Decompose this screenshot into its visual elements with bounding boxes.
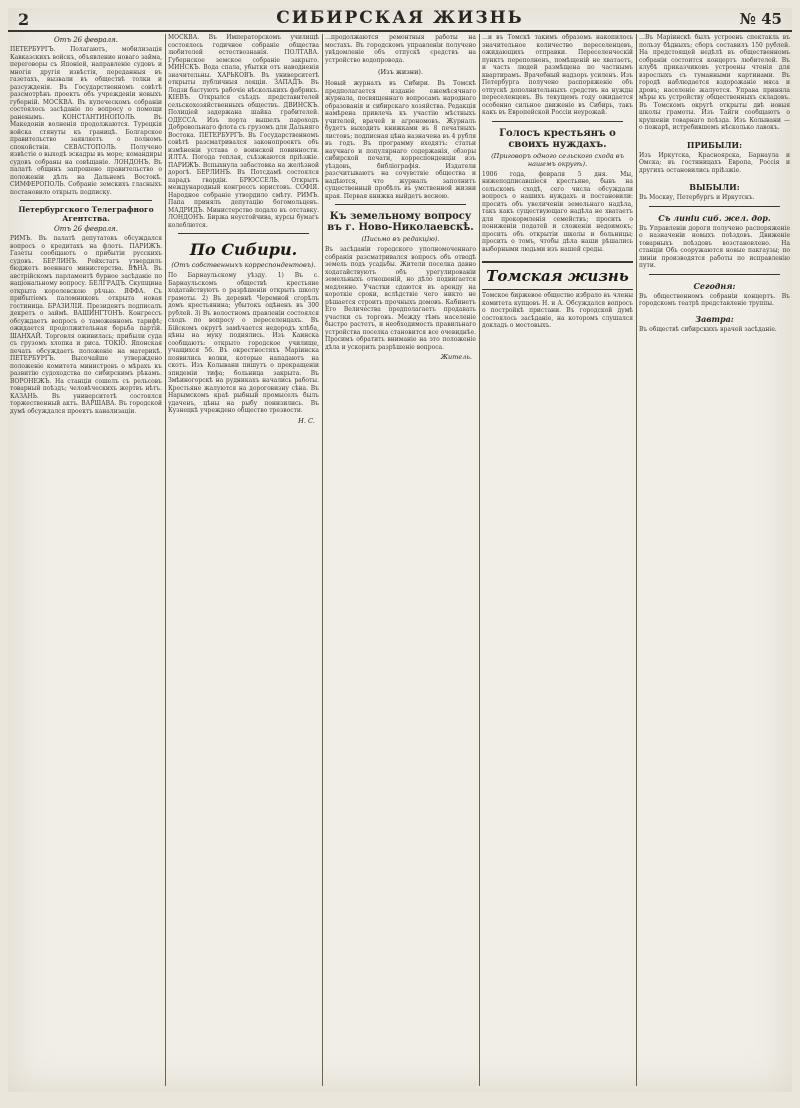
arrivals-text: Изъ Иркутска, Красноярска, Барнаула и Омска; въ гостиницахъ Европа, Россія и другихъ остановились пріѣзжіе. <box>639 151 790 174</box>
telegram-text: МОСКВА. Въ Императорскомъ училищѣ состоялось годичное собраніе общества любителей естествознанія. ПОЛТАВА. Губернское земское собраніе закрыто. МИНСКЪ. Вода спала, убытки отъ наводненія значительны. ХАРЬКОВЪ. Въ университетѣ открыты публичныя лекціи. ЗАПАДЪ. Въ Лодзи бастуютъ рабочіе нѣсколькихъ фабрикъ. КІЕВЪ. Открылся съѣздъ представителей сельскохозяйственныхъ обществъ. ДВИНСКЪ. Полиціей задержана шайка грабителей. ОДЕССА. Изъ порта вышелъ пароходъ Добровольнаго флота съ грузомъ для Дальняго Востока. ПЕТЕРБУРГЪ. Въ Государственномъ совѣтѣ разсматривался законопроектъ объ измѣненіи устава о воинской повинности. ЯЛТА. Погода теплая, съѣзжаются пріѣзжіе. ПАРИЖЪ. Вспыхнула забастовка на желѣзной дорогѣ. БЕРЛИНЪ. Въ Потсдамѣ состоялся парадъ гвардіи. БРЮССЕЛЬ. Открытъ международный конгрессъ юристовъ. СОФІЯ. Народное собраніе утвердило смѣту. РИМЪ. Папа принялъ депутацію богомольцевъ. МАДРИДЪ. Министерство подало въ отставку. ЛОНДОНЪ. Биржа неустойчива, курсы бумагъ колеблются. <box>168 34 319 229</box>
column-2 <box>165 34 321 1086</box>
tomorrow-heading: Завтра: <box>695 313 734 324</box>
telegram-text: ПЕТЕРБУРГЪ. Полагаютъ, мобилизація Кавказскихъ войскъ, объявление новаго займа, переговоры съ Японіей, направленіе судовъ и многія другія извѣстія, переданныя въ газетахъ, вызвали въ обществѣ толки и разсужденія. Въ Государственномъ совѣтѣ разсмотрѣнъ проектъ объ учрежденіи новыхъ губерній. МОСКВА. Въ купеческомъ собраніи состоялось засѣданіе по вопросу о помощи раненымъ. КОНСТАНТИНОПОЛЬ. Въ Македоніи волненія продолжаются. Турецкія войска стянуты къ границѣ. Болгарское правительство заявляетъ о полномъ спокойствіи. СЕВАСТОПОЛЬ. Получено извѣстіе о выходѣ эскадры въ море; командиры судовъ собраны на совѣщаніе. ЛОНДОНЪ. Въ палатѣ общинъ запрошено правительство о положеніи дѣлъ на Дальнемъ Востокѣ. СИМФЕРОПОЛЬ. Собраніе земскихъ гласныхъ постановило открыть подписку. <box>10 46 162 196</box>
article-heading: Голосъ крестьянъ о своихъ нуждахъ. <box>499 127 616 150</box>
article-subheading: (Приговоръ одного сельского схода въ нашемъ округѣ). <box>491 151 624 168</box>
departures-heading: ВЫБЫЛИ: <box>689 182 740 192</box>
section-subheading: (Отъ собственныхъ корреспондентовъ). <box>171 261 316 269</box>
telegram-text: РИМЪ. Въ палатѣ депутатовъ обсуждался вопросъ о кредитахъ на флотъ. ПАРИЖЪ. Газеты сообщаютъ о прибытіи русскихъ судовъ. БЕРЛИНЪ. Рейхстагъ утвердилъ бюджетъ военнаго министерства. ВѢНА. Въ австрійскомъ парламентѣ бурное засѣданіе по національному вопросу. БЕЛГРАДЪ. Скупщина открыта королевскою рѣчью. ЯФФА. Съ прибытіемъ паломниковъ открыта новая гостиница. БРАЗИЛІЯ. Президентъ подписалъ декретъ о займѣ. ВАШИНГТОНЪ. Конгрессъ обсуждаетъ вопросъ о таможенномъ тарифѣ; ожидается продолжительная борьба партій. ШАНХАЙ. Торговля оживилась; прибыли суда съ грузомъ хлопка и риса. ТОКІО. Японская печать обсуждаетъ положеніе на материкѣ. ПЕТЕРБУРГЪ. Высочайше утверждено положеніе комитета министровъ о мѣрахъ къ развитію судоходства по сибирскимъ рѣкамъ. ВОРОНЕЖЪ. На станціи сошелъ съ рельсовъ товарный поѣздъ; человѣческихъ жертвъ нѣтъ. КАЗАНЬ. Въ университетѣ состоялся торжественный актъ. ВАРШАВА. Въ городской думѣ обсуждался проектъ канализаціи. <box>10 235 162 415</box>
column-1 <box>8 34 164 1086</box>
column-4 <box>479 34 635 1086</box>
section-heading: Томская жизнь <box>482 261 633 290</box>
today-heading: Сегодня: <box>693 280 736 291</box>
article-text: 1906 года, февраля 5 дня. Мы, нижеподписавшіеся крестьяне, бывъ на сельскомъ сходѣ, сего числа обсуждали вопросъ о нашихъ нуждахъ и постановили: просить объ увеличеніи земельнаго надѣла, такъ какъ существующаго надѣла не хватаетъ для прокормленія семействъ; просить о пониженіи податей и сложеніи недоимокъ; просить объ открытіи школы и больницы; просить о томъ, чтобы дѣла наши рѣшались выборными людьми изъ нашей среды. <box>482 170 633 253</box>
article-text: Въ засѣданіи городского уполномоченнаго собранія разсматривался вопросъ объ отводѣ земель подъ усадьбы. Жители поселка давно ходатайствуютъ объ урегулированіи земельныхъ отношеній, но дѣло подвигается медленно. Участки сдаются въ аренду на короткіе сроки, вслѣдствіе чего никто не рѣшается строить прочныхъ домовъ. Кабинетъ Его Величества предполагаетъ продавать участки съ торговъ. Между тѣмъ населеніе быстро растетъ, и необходимость правильнаго устройства поселка становится все очевиднѣе. Просимъ обратить вниманіе на это положеніе дѣла и ускорить разрѣшеніе вопроса. <box>325 246 476 351</box>
masthead <box>8 8 792 32</box>
arrivals-heading: ПРИБЫЛИ: <box>686 139 743 150</box>
article-text: Новый журналъ въ Сибири. Въ Томскѣ предполагается изданіе ежемѣсячнаго журнала, посвященнаго вопросамъ народнаго образованія и сибирскаго хозяйства. Редакція намѣрена привлечь къ участію мѣстныхъ учителей, врачей и агрономовъ. Журналъ будетъ выходить книжками въ 8 печатныхъ листовъ; подписная цѣна назначена въ 4 рубля въ годъ. Въ программу входятъ: статьи научнаго и популярнаго содержанія, обзоры сибирской печати, корреспонденціи изъ уѣздовъ, библіографія. Издатели разсчитываютъ на сочувствіе общества и надѣются, что журналъ заполнитъ существенный пробѣлъ въ умственной жизни края. Первая книжка выйдетъ весною. <box>325 80 476 200</box>
section-note: (Изъ жизни). <box>377 68 424 76</box>
divider <box>649 274 780 275</box>
article-subheading: (Письмо въ редакцію). <box>361 235 440 243</box>
divider <box>649 206 780 207</box>
issue-number: № 45 <box>739 10 782 28</box>
column-5 <box>636 34 792 1086</box>
article-text: По Барнаульскому уѣзду. 1) Въ с. Барнаульскомъ обществѣ крестьяне ходатайствуютъ о разрѣшеніи открыть школу грамоты. 2) Въ деревнѣ Черемной сгорѣлъ домъ крестьянина; убытокъ оцѣненъ въ 300 рублей. 3) Въ волостномъ правленіи состоялся сходъ по вопросу о переселенцахъ. Въ Бійскомъ округѣ замѣчается недородъ хлѣба, цѣны на муку поднялись. Изъ Каинска сообщаютъ: открыто городское училище, учащихся 56. Въ окрестностяхъ Маріинска появились волки, которые нападаютъ на скотъ. Изъ Колывани пишутъ о прекращеніи эпидеміи тифа; больница закрыта. Въ Змѣиногорскѣ на рудникахъ начались работы. Крестьяне жалуются на дороговизну сѣна. Въ Нарымскомъ краѣ рыбный промыселъ былъ удаченъ, цѣны на рыбу понизились. Въ Кузнецкѣ учреждено общество трезвости. <box>168 272 319 414</box>
section-heading: Съ линіи сиб. жел. дор. <box>658 212 771 223</box>
newspaper-page <box>8 8 792 1092</box>
divider <box>178 233 309 234</box>
section-heading: По Сибири. <box>189 240 298 259</box>
newspaper-title: СИБИРСКАЯ ЖИЗНЬ <box>276 8 524 28</box>
article-signature: Н. С. <box>298 416 315 425</box>
agency-heading: Петербургского Телеграфного Агентства. <box>18 205 154 223</box>
departures-text: Въ Москву, Петербургъ и Иркутскъ. <box>639 194 755 201</box>
today-text: Въ общественномъ собраніи концертъ. Въ городскомъ театрѣ представленіе труппы. <box>639 292 790 307</box>
divider <box>20 200 152 201</box>
dateline: Отъ 26 февраля. <box>53 36 119 44</box>
article-text: …продолжаются ремонтныя работы на мостахъ. Въ городскомъ управленіи получено увѣдомленіе объ отпускѣ средствъ на устройство водопровода. <box>325 34 476 64</box>
article-signature: Житель. <box>440 353 472 361</box>
divider <box>492 121 623 122</box>
divider <box>335 204 466 205</box>
tomorrow-text: Въ обществѣ сибирскихъ врачей засѣданіе. <box>639 325 777 333</box>
article-heading: Къ земельному вопросу въ г. Ново-Николаевскѣ. <box>327 211 474 233</box>
article-text: …Въ Маріинскѣ былъ устроенъ спектакль въ пользу бѣдныхъ; сборъ составилъ 150 рублей. На предстоящей недѣлѣ въ общественномъ собраніи состоится концертъ любителей. Въ клубѣ приказчиковъ устроены чтенія для взрослыхъ съ туманными картинами. Въ городѣ наблюдается вздорожаніе мяса и дровъ; населеніе жалуется. Управа приняла мѣры къ устройству общественныхъ складовъ. Въ Томскомъ округѣ открыты двѣ новыя школы грамоты. Изъ Тайги сообщаютъ о крушеніи товарнаго поѣзда. Изъ Колывани — о пожарѣ, истребившемъ нѣсколько лавокъ. <box>639 34 790 131</box>
column-3 <box>322 34 478 1086</box>
article-text: Въ Управленіи дороги получено распоряженіе о назначеніи новыхъ поѣздовъ. Движеніе товарныхъ поѣздовъ возстановлено. На станціи Обь сооружаются новые пакгаузы; по линіи производятся работы по исправленію пути. <box>639 224 790 269</box>
article-text: Томское биржевое общество избрало въ члены комитета купцовъ Н. и А. Обсуждался вопросъ о постройкѣ пристани. Въ городской думѣ состоялось засѣданіе, на которомъ слушался докладъ о мостовыхъ. <box>482 292 633 329</box>
article-text: …и въ Томскѣ такимъ образомъ накопилось значительное количество переселенцевъ, ожидающихъ отправки. Переселенческій пунктъ переполненъ, помѣщеній не хватаетъ, и часть людей размѣщена по частнымъ квартирамъ. Врачебный надзоръ усиленъ. Изъ Петербурга получено распоряженіе объ отпускѣ дополнительныхъ средствъ на нужды переселенцевъ. Въ текущемъ году ожидается особенно сильное движеніе въ Сибирь, такъ какъ въ Европейской Россіи неурожай. <box>482 34 633 116</box>
dateline: Отъ 26 февраля. <box>53 225 119 233</box>
page-number: 2 <box>18 10 30 29</box>
